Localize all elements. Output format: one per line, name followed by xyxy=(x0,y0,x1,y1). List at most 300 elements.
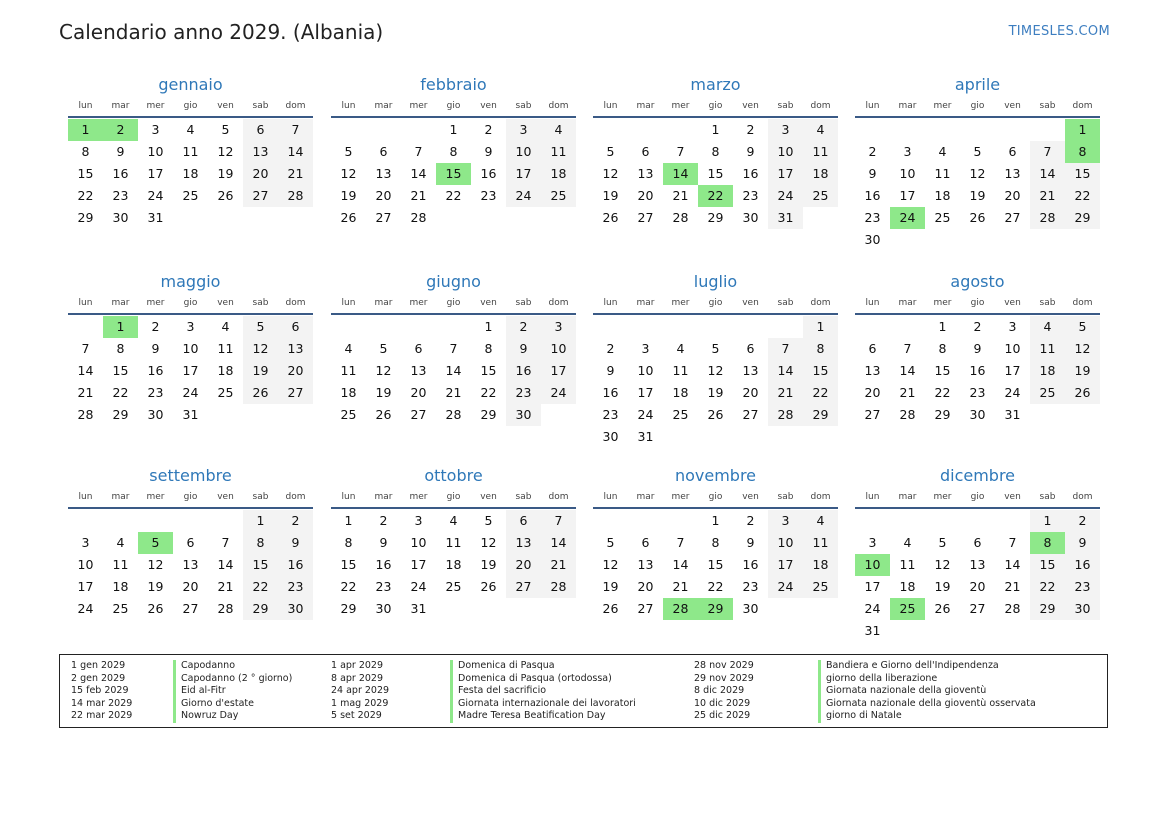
weekday-label: sab xyxy=(1039,492,1056,502)
brand-link[interactable]: TIMESLES.COM xyxy=(1008,24,1110,39)
empty-cell xyxy=(733,316,768,338)
day: 18 xyxy=(217,363,234,378)
day: 23 xyxy=(147,385,164,400)
day: 10 xyxy=(77,557,94,572)
weekend-day: 25 xyxy=(803,576,838,598)
weekend-day: 29 xyxy=(803,404,838,426)
day: 2 xyxy=(746,122,755,137)
weekend-day: 5 xyxy=(243,316,278,338)
day: 14 xyxy=(445,363,462,378)
day: 17 xyxy=(637,385,654,400)
legend-holiday-name: giorno della liberazione xyxy=(818,673,1036,686)
day: 15 xyxy=(934,363,951,378)
month-title: novembre xyxy=(674,466,757,485)
legend-holiday-name: Giornata nazionale della gioventù osservata xyxy=(818,698,1036,711)
weekend-day: 17 xyxy=(506,163,541,185)
day: 21 xyxy=(445,385,462,400)
day: 13 xyxy=(637,166,654,181)
weekend-day: 24 xyxy=(541,382,576,404)
weekday-header xyxy=(68,96,313,116)
weekday-label: ven xyxy=(480,101,497,111)
day: 12 xyxy=(375,363,392,378)
day: 7 xyxy=(81,341,90,356)
day: 9 xyxy=(606,363,615,378)
day: 31 xyxy=(1004,407,1021,422)
day: 10 xyxy=(182,341,199,356)
day: 28 xyxy=(217,601,234,616)
weekday-label: mar xyxy=(636,492,655,502)
legend-date: 25 dic 2029 xyxy=(694,710,751,721)
weekday-label: sab xyxy=(252,298,269,308)
weekend-day: 7 xyxy=(278,119,313,141)
weekday-label: sab xyxy=(777,298,794,308)
header-rule xyxy=(593,507,838,509)
day: 7 xyxy=(903,341,912,356)
weekend-day: 6 xyxy=(278,316,313,338)
legend-date: 29 nov 2029 xyxy=(694,672,754,684)
day: 21 xyxy=(410,188,427,203)
weekend-day: 30 xyxy=(278,598,313,620)
day: 12 xyxy=(707,363,724,378)
header-rule xyxy=(593,313,838,315)
weekday-label: gio xyxy=(970,492,985,502)
day-grid xyxy=(593,510,838,620)
legend-holiday-name: Eid al-Fitr xyxy=(173,685,292,698)
weekday-label: lun xyxy=(603,492,618,502)
weekend-day: 6 xyxy=(506,510,541,532)
day: 14 xyxy=(217,557,234,572)
day: 6 xyxy=(414,341,423,356)
weekend-day: 31 xyxy=(768,207,803,229)
weekend-day: 18 xyxy=(803,163,838,185)
legend-holiday-name: Festa del sacrificio xyxy=(450,685,636,698)
day: 4 xyxy=(344,341,353,356)
header-rule xyxy=(855,507,1100,509)
empty-cell xyxy=(890,510,925,532)
weekend-day: 2 xyxy=(1065,510,1100,532)
day: 29 xyxy=(934,407,951,422)
day: 2 xyxy=(484,122,493,137)
day: 24 xyxy=(147,188,164,203)
day: 1 xyxy=(938,319,947,334)
day: 3 xyxy=(151,122,160,137)
day: 6 xyxy=(1008,144,1017,159)
day: 20 xyxy=(637,579,654,594)
day: 12 xyxy=(934,557,951,572)
weekend-day: 8 xyxy=(243,532,278,554)
day: 7 xyxy=(676,535,685,550)
header-rule xyxy=(855,116,1100,118)
legend-date: 8 dic 2029 xyxy=(694,685,745,696)
weekend-day: 20 xyxy=(278,360,313,382)
month-title: settembre xyxy=(149,466,232,485)
day: 15 xyxy=(112,363,129,378)
weekend-day: 3 xyxy=(768,510,803,532)
weekday-label: dom xyxy=(548,101,569,111)
weekday-label: ven xyxy=(1004,298,1021,308)
month-febbraio xyxy=(331,74,576,229)
weekend-day: 22 xyxy=(1065,185,1100,207)
day: 11 xyxy=(340,363,357,378)
weekend-day: 12 xyxy=(1065,338,1100,360)
weekend-day: 10 xyxy=(506,141,541,163)
weekend-day: 8 xyxy=(803,338,838,360)
weekday-label: sab xyxy=(1039,298,1056,308)
legend-date: 1 mag 2029 xyxy=(331,697,389,709)
day-grid xyxy=(68,119,313,229)
day: 29 xyxy=(707,210,724,225)
weekend-day: 26 xyxy=(1065,382,1100,404)
weekend-day: 10 xyxy=(768,141,803,163)
weekday-label: mer xyxy=(409,492,428,502)
day: 21 xyxy=(1004,579,1021,594)
weekend-day: 11 xyxy=(803,141,838,163)
day: 27 xyxy=(864,407,881,422)
weekend-day: 3 xyxy=(541,316,576,338)
day: 5 xyxy=(711,341,720,356)
day: 19 xyxy=(934,579,951,594)
day: 30 xyxy=(602,429,619,444)
day: 16 xyxy=(864,188,881,203)
legend-dates-column xyxy=(71,660,132,723)
month-maggio xyxy=(68,271,313,426)
day: 11 xyxy=(934,166,951,181)
weekday-label: lun xyxy=(865,298,880,308)
weekday-label: mar xyxy=(111,101,130,111)
holiday-day: 15 xyxy=(436,163,471,185)
day: 19 xyxy=(707,385,724,400)
empty-cell xyxy=(138,510,173,532)
header-rule xyxy=(593,116,838,118)
legend-holiday-name: Domenica di Pasqua xyxy=(450,660,636,673)
holiday-day: 8 xyxy=(1065,141,1100,163)
day: 25 xyxy=(217,385,234,400)
day: 1 xyxy=(711,513,720,528)
weekday-label: mar xyxy=(898,492,917,502)
day: 26 xyxy=(602,601,619,616)
holiday-day: 2 xyxy=(103,119,138,141)
weekend-day: 3 xyxy=(506,119,541,141)
legend-dates-column xyxy=(331,660,389,723)
day: 17 xyxy=(1004,363,1021,378)
day: 3 xyxy=(903,144,912,159)
weekend-day: 29 xyxy=(1030,598,1065,620)
day: 12 xyxy=(602,166,619,181)
day: 18 xyxy=(934,188,951,203)
day: 9 xyxy=(868,166,877,181)
day: 20 xyxy=(182,579,199,594)
day: 24 xyxy=(410,579,427,594)
day-grid xyxy=(68,510,313,620)
legend-holiday-name: Capodanno xyxy=(173,660,292,673)
month-title: aprile xyxy=(954,75,1001,94)
day: 11 xyxy=(112,557,129,572)
month-title: luglio xyxy=(693,272,738,291)
legend-date: 28 nov 2029 xyxy=(694,660,754,671)
holiday-legend xyxy=(59,654,1108,728)
day: 16 xyxy=(969,363,986,378)
empty-cell xyxy=(628,119,663,141)
day: 21 xyxy=(672,188,689,203)
day: 18 xyxy=(672,385,689,400)
holiday-day: 24 xyxy=(890,207,925,229)
weekend-day: 28 xyxy=(1030,207,1065,229)
weekday-label: dom xyxy=(285,298,306,308)
weekend-day: 22 xyxy=(803,382,838,404)
weekday-label: mar xyxy=(111,298,130,308)
weekend-day: 9 xyxy=(506,338,541,360)
day: 17 xyxy=(899,188,916,203)
day: 12 xyxy=(480,535,497,550)
weekend-day: 2 xyxy=(506,316,541,338)
weekend-day: 11 xyxy=(803,532,838,554)
legend-date: 5 set 2029 xyxy=(331,710,382,721)
day: 24 xyxy=(864,601,881,616)
day: 17 xyxy=(77,579,94,594)
day: 6 xyxy=(641,535,650,550)
weekend-day: 29 xyxy=(243,598,278,620)
day: 30 xyxy=(742,601,759,616)
day: 19 xyxy=(217,166,234,181)
empty-cell xyxy=(1030,119,1065,141)
day: 4 xyxy=(903,535,912,550)
day-grid xyxy=(855,316,1100,426)
day: 16 xyxy=(112,166,129,181)
page-title: Calendario anno 2029. (Albania) xyxy=(59,20,384,44)
day: 4 xyxy=(676,341,685,356)
weekend-day: 23 xyxy=(506,382,541,404)
weekend-day: 28 xyxy=(278,185,313,207)
day: 11 xyxy=(672,363,689,378)
weekday-label: dom xyxy=(1072,492,1093,502)
month-title: giugno xyxy=(426,272,481,291)
day: 3 xyxy=(81,535,90,550)
day: 5 xyxy=(938,535,947,550)
month-settembre xyxy=(68,465,313,620)
day: 7 xyxy=(676,144,685,159)
weekday-label: gio xyxy=(708,492,723,502)
day: 13 xyxy=(410,363,427,378)
day: 19 xyxy=(375,385,392,400)
legend-date: 1 gen 2029 xyxy=(71,660,126,671)
day: 16 xyxy=(375,557,392,572)
weekend-day: 25 xyxy=(803,185,838,207)
day: 15 xyxy=(707,557,724,572)
empty-cell xyxy=(401,119,436,141)
weekend-day: 13 xyxy=(506,532,541,554)
weekday-label: sab xyxy=(1039,101,1056,111)
day: 6 xyxy=(868,341,877,356)
day: 22 xyxy=(707,579,724,594)
month-title: agosto xyxy=(950,272,1005,291)
weekday-label: mer xyxy=(409,101,428,111)
weekday-label: ven xyxy=(480,298,497,308)
day-grid xyxy=(331,119,576,229)
day: 31 xyxy=(637,429,654,444)
day: 11 xyxy=(445,535,462,550)
day: 24 xyxy=(1004,385,1021,400)
weekend-day: 26 xyxy=(243,382,278,404)
weekday-label: ven xyxy=(217,492,234,502)
weekday-label: dom xyxy=(285,101,306,111)
day: 26 xyxy=(147,601,164,616)
weekday-header xyxy=(68,487,313,507)
day: 22 xyxy=(445,188,462,203)
weekend-day: 1 xyxy=(803,316,838,338)
day: 19 xyxy=(147,579,164,594)
weekday-label: mer xyxy=(933,101,952,111)
header-rule xyxy=(68,507,313,509)
legend-names-column xyxy=(173,660,292,723)
weekend-day: 9 xyxy=(1065,532,1100,554)
weekend-day: 5 xyxy=(1065,316,1100,338)
weekday-label: ven xyxy=(742,101,759,111)
day: 20 xyxy=(410,385,427,400)
month-marzo xyxy=(593,74,838,229)
holiday-day: 25 xyxy=(890,598,925,620)
weekend-day: 4 xyxy=(1030,316,1065,338)
weekend-day: 15 xyxy=(1030,554,1065,576)
weekend-day: 22 xyxy=(1030,576,1065,598)
header-rule xyxy=(331,116,576,118)
weekday-label: sab xyxy=(515,298,532,308)
weekend-day: 3 xyxy=(768,119,803,141)
day: 2 xyxy=(379,513,388,528)
day: 30 xyxy=(375,601,392,616)
weekday-label: lun xyxy=(341,298,356,308)
weekend-day: 11 xyxy=(1030,338,1065,360)
day: 1 xyxy=(711,122,720,137)
empty-cell xyxy=(331,119,366,141)
day: 16 xyxy=(602,385,619,400)
empty-cell xyxy=(663,510,698,532)
day: 8 xyxy=(449,144,458,159)
day: 24 xyxy=(182,385,199,400)
weekend-day: 19 xyxy=(1065,360,1100,382)
legend-holiday-name: Giorno d'estate xyxy=(173,698,292,711)
day: 20 xyxy=(1004,188,1021,203)
header-rule xyxy=(331,313,576,315)
weekday-label: mer xyxy=(933,492,952,502)
day: 12 xyxy=(147,557,164,572)
legend-date: 1 apr 2029 xyxy=(331,660,384,671)
day: 5 xyxy=(973,144,982,159)
day: 9 xyxy=(973,341,982,356)
day: 31 xyxy=(410,601,427,616)
day: 4 xyxy=(221,319,230,334)
day-grid xyxy=(331,316,576,426)
weekday-label: mar xyxy=(374,101,393,111)
day: 11 xyxy=(182,144,199,159)
weekday-label: dom xyxy=(285,492,306,502)
day: 20 xyxy=(864,385,881,400)
weekday-label: mer xyxy=(671,492,690,502)
day: 24 xyxy=(637,407,654,422)
day: 23 xyxy=(742,188,759,203)
weekend-day: 24 xyxy=(506,185,541,207)
day: 26 xyxy=(969,210,986,225)
empty-cell xyxy=(331,316,366,338)
weekend-day: 16 xyxy=(278,554,313,576)
day: 23 xyxy=(969,385,986,400)
day-grid xyxy=(855,119,1100,251)
weekend-day: 23 xyxy=(1065,576,1100,598)
weekend-day: 15 xyxy=(803,360,838,382)
day: 4 xyxy=(938,144,947,159)
legend-date: 22 mar 2029 xyxy=(71,710,133,721)
day: 2 xyxy=(973,319,982,334)
day: 18 xyxy=(445,557,462,572)
month-title: febbraio xyxy=(420,75,487,94)
holiday-day: 1 xyxy=(68,119,103,141)
day: 6 xyxy=(973,535,982,550)
weekend-day: 4 xyxy=(803,510,838,532)
day: 6 xyxy=(641,144,650,159)
day: 27 xyxy=(637,601,654,616)
weekday-label: lun xyxy=(341,492,356,502)
day: 19 xyxy=(969,188,986,203)
month-aprile xyxy=(855,74,1100,251)
day: 29 xyxy=(112,407,129,422)
weekday-label: gio xyxy=(970,101,985,111)
day: 28 xyxy=(410,210,427,225)
legend-names-column xyxy=(818,660,1036,723)
weekday-label: gio xyxy=(446,298,461,308)
day: 25 xyxy=(934,210,951,225)
weekday-label: gio xyxy=(708,101,723,111)
day: 27 xyxy=(375,210,392,225)
day: 12 xyxy=(969,166,986,181)
weekend-day: 28 xyxy=(541,576,576,598)
day: 8 xyxy=(938,341,947,356)
day: 1 xyxy=(484,319,493,334)
empty-cell xyxy=(663,119,698,141)
day: 22 xyxy=(340,579,357,594)
day: 22 xyxy=(112,385,129,400)
day: 12 xyxy=(340,166,357,181)
weekday-header xyxy=(593,487,838,507)
weekend-day: 7 xyxy=(541,510,576,532)
day: 18 xyxy=(899,579,916,594)
weekday-label: dom xyxy=(810,298,831,308)
weekend-day: 4 xyxy=(803,119,838,141)
day: 21 xyxy=(77,385,94,400)
weekday-label: lun xyxy=(78,492,93,502)
empty-cell xyxy=(960,510,995,532)
header-rule xyxy=(68,116,313,118)
day: 17 xyxy=(182,363,199,378)
weekend-day: 20 xyxy=(506,554,541,576)
month-agosto xyxy=(855,271,1100,426)
day: 11 xyxy=(899,557,916,572)
weekend-day: 24 xyxy=(768,185,803,207)
day: 3 xyxy=(1008,319,1017,334)
day: 31 xyxy=(182,407,199,422)
day: 10 xyxy=(1004,341,1021,356)
day: 14 xyxy=(410,166,427,181)
weekday-label: mar xyxy=(898,298,917,308)
day: 28 xyxy=(77,407,94,422)
legend-holiday-name: Giornata internazionale dei lavoratori xyxy=(450,698,636,711)
legend-holiday-name: Capodanno (2 ° giorno) xyxy=(173,673,292,686)
empty-cell xyxy=(593,119,628,141)
day: 7 xyxy=(221,535,230,550)
legend-holiday-name: Nowruz Day xyxy=(173,710,292,723)
empty-cell xyxy=(925,119,960,141)
day: 8 xyxy=(81,144,90,159)
month-giugno xyxy=(331,271,576,426)
day: 24 xyxy=(77,601,94,616)
